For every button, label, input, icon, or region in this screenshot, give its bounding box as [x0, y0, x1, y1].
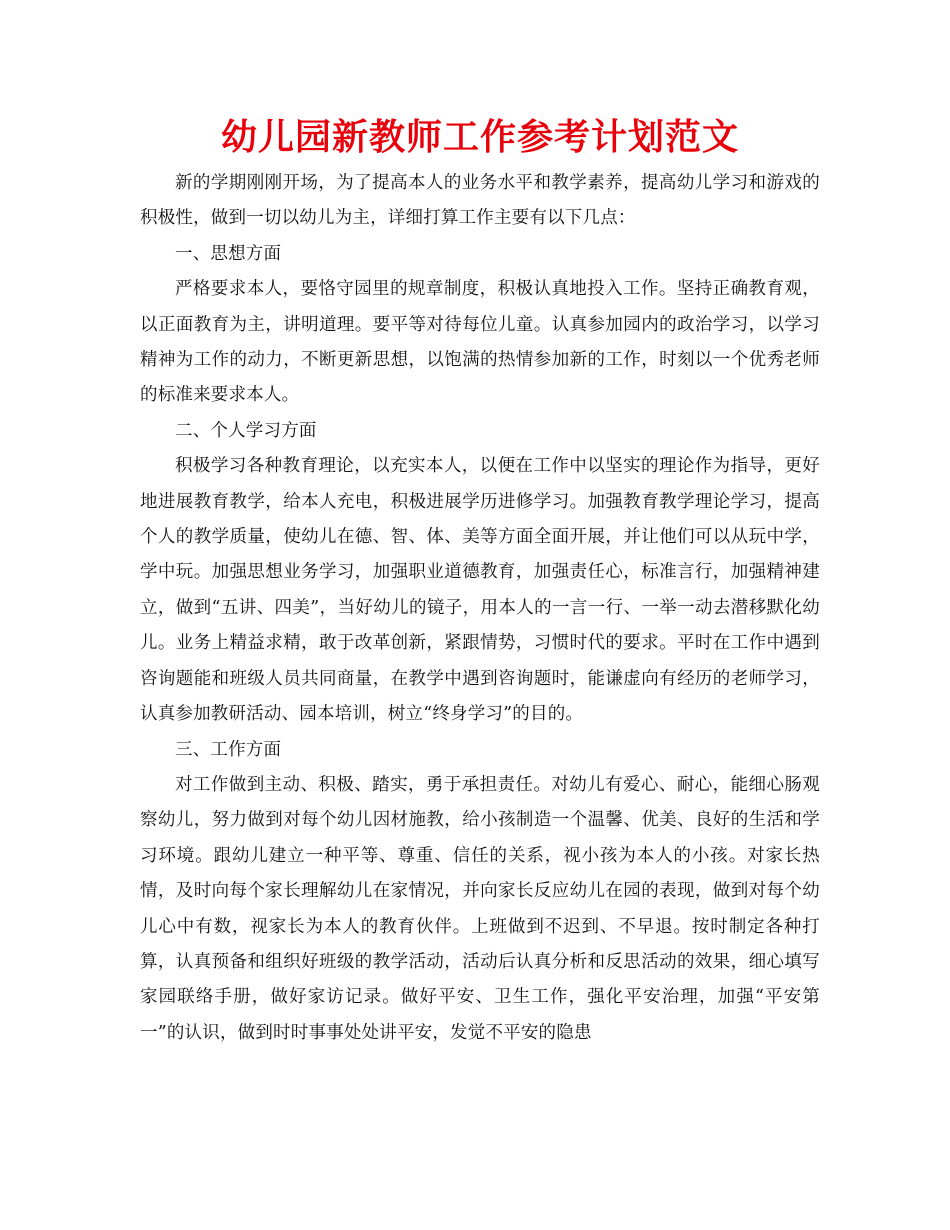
section-body-thought: 严格要求本人，要恪守园里的规章制度，积极认真地投入工作。坚持正确教育观，以正面教育为主，讲明道理。要平等对待每位儿童。认真参加园内的政治学习，以学习精神为工作的动力，不断更新思想，以饱满的热情参加新的工作，时刻以一个优秀老师的标准来要求本人。: [140, 279, 820, 406]
section-heading-work: 三、工作方面: [175, 739, 282, 760]
section-body-study: 积极学习各种教育理论，以充实本人，以便在工作中以坚实的理论作为指导，更好地进展教育教学，给本人充电，积极进展学历进修学习。加强教育教学理论学习，提高个人的教学质量，使幼儿在德、智、体、美等方面全面开展，并让他们可以从玩中学，学中玩。加强思想业务学习，加强职业道德教育，加强责任心，标准言行，加强精神建立，做到“五讲、四美”，当好幼儿的镜子，用本人的一言一行、一举一动去潜移默化幼儿。业务上精益求精，敢于改革创新，紧跟情势，习惯时代的要求。平时在工作中遇到咨询题能和班级人员共同商量，在教学中遇到咨询题时，能谦虚向有经历的老师学习，认真参加教研活动、园本培训，树立“终身学习”的目的。: [140, 456, 820, 725]
document-title: 幼儿园新教师工作参考计划范文: [220, 117, 739, 158]
section-body-work: 对工作做到主动、积极、踏实，勇于承担责任。对幼儿有爱心、耐心，能细心肠观察幼儿，努力做到对每个幼儿因材施教，给小孩制造一个温馨、优美、良好的生活和学习环境。跟幼儿建立一种平等、尊重、信任的关系，视小孩为本人的小孩。对家长热情，及时向每个家长理解幼儿在家情况，并向家长反应幼儿在园的表现，做到对每个幼儿心中有数，视家长为本人的教育伙伴。上班做到不迟到、不早退。按时制定各种打算，认真预备和组织好班级的教学活动，活动后认真分析和反思活动的效果，细心填写家园联络手册，做好家访记录。做好平安、卫生工作，强化平安治理，加强“平安第一”的认识，做到时时事事处处讲平安，发觉不平安的隐患: [140, 774, 820, 1043]
intro-paragraph: 新的学期刚刚开场，为了提高本人的业务水平和教学素养，提高幼儿学习和游戏的积极性，做到一切以幼儿为主，详细打算工作主要有以下几点：: [140, 173, 820, 229]
section-heading-thought: 一、思想方面: [175, 243, 282, 264]
section-heading-study: 二、个人学习方面: [175, 420, 317, 441]
